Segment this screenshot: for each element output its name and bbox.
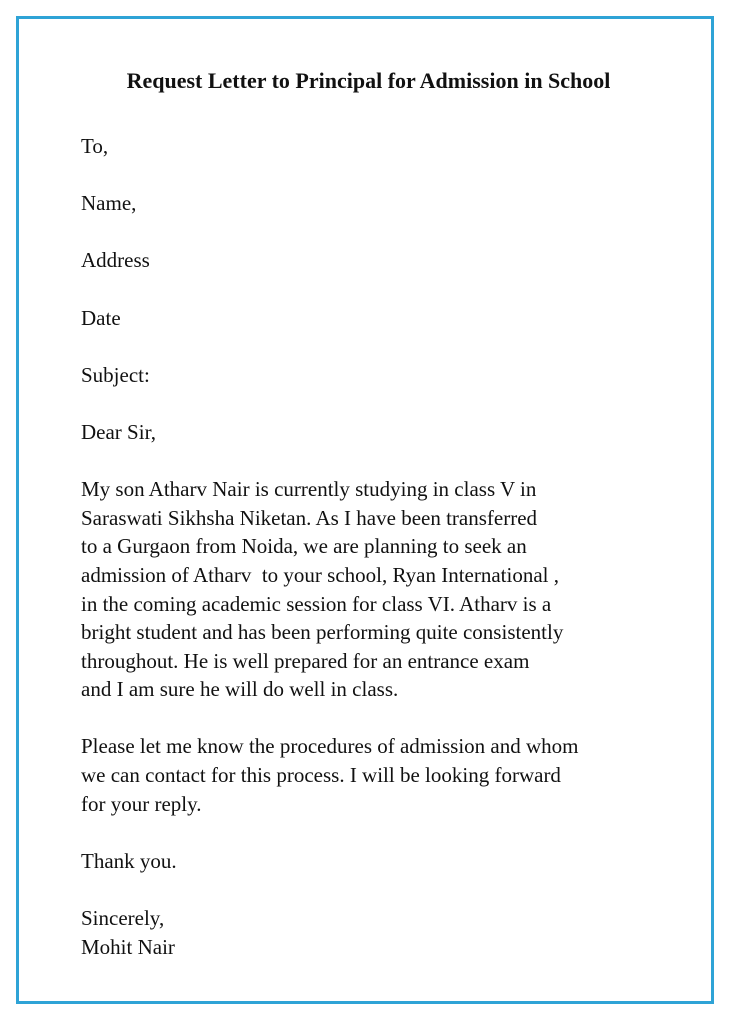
- paragraph-2: [81, 732, 671, 818]
- paragraph-1: [81, 475, 671, 704]
- signature-name: Mohit Nair: [81, 934, 175, 959]
- letter-date: Date: [81, 305, 121, 330]
- paragraph-line: we can contact for this process. I will be looking forward: [81, 763, 561, 788]
- recipient-address: Address: [81, 248, 150, 273]
- letter-subject: Subject:: [81, 362, 150, 387]
- salutation: Dear Sir,: [81, 419, 156, 444]
- paragraph-line: for your reply.: [81, 791, 202, 816]
- thanks-line: Thank you.: [81, 848, 177, 873]
- paragraph-line: in the coming academic session for class VI. Atharv is a: [81, 591, 552, 616]
- closing: Sincerely,: [81, 906, 165, 931]
- paragraph-line: Saraswati Sikhsha Niketan. As I have been transferred: [81, 505, 538, 530]
- paragraph-line: bright student and has been performing quite consistently: [81, 620, 564, 645]
- paragraph-line: My son Atharv Nair is currently studying in class V in: [81, 477, 537, 502]
- paragraph-line: and I am sure he will do well in class.: [81, 677, 399, 702]
- letter-body: [81, 132, 671, 961]
- recipient-name: Name,: [81, 191, 137, 216]
- paragraph-line: to a Gurgaon from Noida, we are planning to seek an: [81, 534, 527, 559]
- paragraph-line: Please let me know the procedures of admission and whom: [81, 734, 579, 759]
- recipient-to: To,: [81, 134, 109, 158]
- paragraph-line: admission of Atharv to your school, Ryan International ,: [81, 562, 559, 587]
- letter-title: Request Letter to Principal for Admission in School: [126, 68, 611, 93]
- paragraph-line: throughout. He is well prepared for an entrance exam: [81, 648, 530, 673]
